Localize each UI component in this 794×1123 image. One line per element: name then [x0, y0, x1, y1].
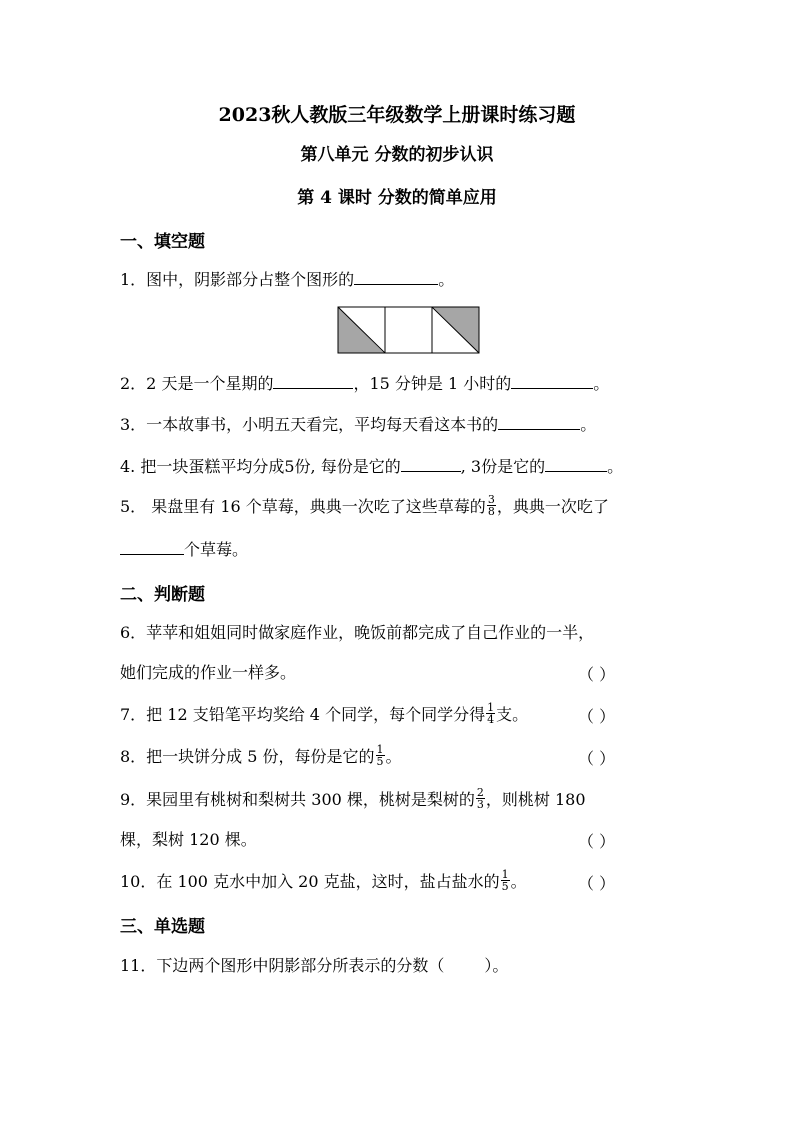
answer-paren[interactable]: （ ）: [578, 707, 616, 726]
fraction-denominator: 5: [376, 755, 384, 768]
question-7-text: 7．把 12 支铅笔平均奖给 4 个同学，每个同学分得: [120, 705, 486, 724]
fraction: [487, 494, 496, 517]
answer-blank[interactable]: [120, 538, 184, 555]
q1-figure: [337, 306, 481, 354]
fraction-denominator: 5: [501, 880, 509, 893]
answer-blank[interactable]: [545, 455, 607, 472]
question-2: [120, 372, 609, 395]
question-11-text: 11．下边两个图形中阴影部分所表示的分数（: [120, 956, 445, 975]
answer-blank[interactable]: [498, 413, 580, 430]
question-1: [120, 268, 454, 291]
question-8-end: 。: [385, 747, 402, 766]
question-9-text: 9．果园里有桃树和梨树共 300 棵，桃树是梨树的: [120, 790, 475, 809]
question-1-end: 。: [438, 270, 455, 289]
question-5-text: 5． 果盘里有 16 个草莓，典典一次吃了这些草莓的: [120, 497, 486, 516]
fraction: [376, 744, 385, 767]
question-3: [120, 413, 596, 436]
answer-paren[interactable]: （ ）: [578, 874, 616, 893]
question-9-text-2: ，则桃树 180: [485, 790, 586, 809]
question-8: [120, 743, 402, 769]
question-4-end: 。: [607, 457, 624, 476]
fraction: [501, 869, 510, 892]
question-3-end: 。: [580, 415, 597, 434]
question-2-text-2: ，15 分钟是 1 小时的: [353, 374, 512, 393]
question-6-line-2: 她们完成的作业一样多。: [120, 663, 297, 682]
fraction-denominator: 4: [487, 713, 495, 726]
answer-paren[interactable]: （ ）: [578, 665, 616, 684]
question-2-text: 2．2 天是一个星期的: [120, 374, 274, 393]
section-fill-heading: 一、填空题: [120, 232, 205, 252]
lesson-title: 第 4 课时 分数的简单应用: [297, 188, 497, 208]
fraction-denominator: 8: [487, 505, 495, 518]
question-2-end: 。: [593, 374, 610, 393]
fraction-numerator: 1: [487, 701, 495, 714]
fraction-numerator: 2: [476, 786, 484, 799]
question-7: [120, 701, 529, 727]
unit-title: 第八单元 分数的初步认识: [300, 145, 494, 165]
question-5-text-2: ，典典一次吃了: [496, 497, 609, 516]
fraction: [486, 702, 495, 725]
answer-blank[interactable]: [511, 372, 593, 389]
answer-paren[interactable]: （ ）: [578, 832, 616, 851]
question-5-line-2: [120, 538, 248, 561]
fraction-numerator: 3: [487, 493, 495, 506]
question-1-text: 1．图中，阴影部分占整个图形的: [120, 270, 355, 289]
question-6: 6．苹苹和姐姐同时做家庭作业，晚饭前都完成了自己作业的一半，: [120, 623, 595, 642]
page-title: 2023秋人教版三年级数学上册课时练习题: [218, 104, 576, 126]
answer-blank[interactable]: [401, 455, 461, 472]
fraction-numerator: 1: [376, 743, 384, 756]
question-4-text-2: , 3份是它的: [460, 457, 546, 476]
question-5-end: 个草莓。: [184, 540, 249, 559]
section-judge-heading: 二、判断题: [120, 585, 205, 605]
answer-blank[interactable]: [273, 372, 353, 389]
fraction: [476, 787, 485, 810]
question-11: [120, 955, 508, 977]
question-3-text: 3．一本故事书，小明五天看完，平均每天看这本书的: [120, 415, 499, 434]
fraction-numerator: 1: [501, 868, 509, 881]
section-choice-heading: 三、单选题: [120, 917, 205, 937]
answer-paren[interactable]: （ ）: [578, 749, 616, 768]
question-10-end: 。: [510, 872, 527, 891]
question-5: [120, 493, 609, 519]
question-10: [120, 868, 527, 894]
question-8-text: 8．把一块饼分成 5 份，每份是它的: [120, 747, 375, 766]
question-4-text: 4. 把一块蛋糕平均分成5份, 每份是它的: [120, 457, 401, 476]
question-9: [120, 786, 586, 812]
answer-blank[interactable]: [354, 268, 438, 285]
question-4: [120, 455, 623, 478]
question-10-text: 10．在 100 克水中加入 20 克盐，这时，盐占盐水的: [120, 872, 500, 891]
question-11-end: ）。: [484, 956, 509, 975]
question-7-end: 支。: [496, 705, 529, 724]
fraction-denominator: 3: [476, 798, 484, 811]
question-9-line-2: 棵，梨树 120 棵。: [120, 830, 257, 849]
